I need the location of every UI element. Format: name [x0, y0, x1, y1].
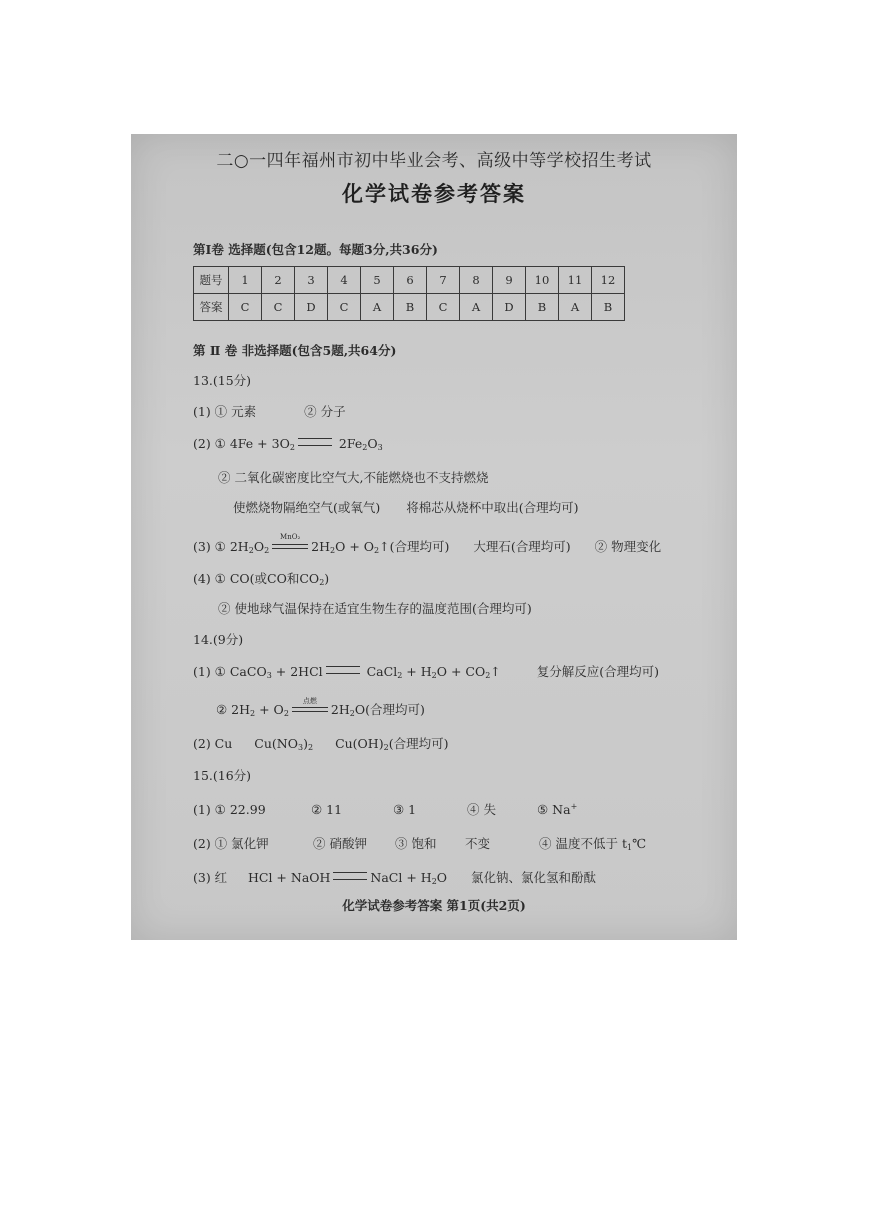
q14-part1-b: ② $2H_2 + O_2$ 点燃 $2H_2O$(合理均可) — [216, 697, 425, 718]
equation-text: (2) ① 4Fe + 3O — [193, 436, 290, 451]
table-cell: 10 — [526, 267, 559, 294]
answer-text: (2) Cu — [193, 736, 233, 751]
q13-part4-a: (4) ① CO(或CO和$CO_2$) — [193, 571, 330, 587]
table-cell: C — [229, 294, 262, 321]
equation-text: + 2HCl — [271, 664, 323, 679]
answer-text: Cu(OH) — [335, 736, 384, 751]
answer-text: ) — [324, 571, 330, 586]
table-cell: B — [592, 294, 625, 321]
q13-part2-c — [233, 498, 579, 516]
reaction-condition — [292, 697, 328, 712]
table-cell: 2 — [262, 267, 295, 294]
table-cell: D — [295, 294, 328, 321]
page-footer: 化学试卷参考答案 第1页(共2页) — [342, 898, 526, 913]
equals-sign — [333, 872, 367, 880]
equation-text: ↑ — [490, 664, 501, 679]
equation-text: O(合理均可) — [354, 702, 425, 717]
table-cell: A — [559, 294, 592, 321]
equals-sign — [326, 666, 360, 674]
answer-text: (1) ① 22.99 — [193, 802, 266, 817]
exam-title: 二○一四年福州市初中毕业会考、高级中等学校招生考试 — [216, 151, 652, 171]
q13-part2-b: ② 二氧化碳密度比空气大,不能燃烧也不支持燃烧 — [218, 470, 489, 485]
q13-heading: 13.(15分) — [193, 373, 252, 388]
answer-text: (4) ① CO(或CO和CO — [193, 571, 320, 586]
table-cell: 4 — [328, 267, 361, 294]
answer-table — [193, 266, 625, 321]
table-cell: 1 — [229, 267, 262, 294]
q15-part2: (2) ① 氯化钾 ② 硝酸钾 ③ 饱和 不变 ④ 温度不低于 $t_1℃$ — [193, 836, 647, 852]
equation-text: 2H — [330, 702, 350, 717]
equation-text: + O — [255, 702, 284, 717]
table-cell: D — [493, 294, 526, 321]
table-cell: 11 — [559, 267, 592, 294]
row-label: 答案 — [194, 294, 229, 321]
table-cell: B — [394, 294, 427, 321]
equation-text: (3) ① 2H — [193, 539, 249, 554]
table-cell: 5 — [361, 267, 394, 294]
table-cell: 9 — [493, 267, 526, 294]
table-cell: 3 — [295, 267, 328, 294]
answer-text: 不变 — [465, 836, 491, 851]
equation-text: ② 2H — [216, 702, 251, 717]
equation-text: 2H — [311, 539, 331, 554]
q15-part3: (3) 红 HCl + NaOH NaCl + $H_2O$ 氯化钠、氯化氢和酚酞 — [193, 870, 597, 886]
table-cell: 8 — [460, 267, 493, 294]
document-title: 化学试卷参考答案 — [342, 181, 526, 206]
answer-text: ② 物理变化 — [594, 539, 662, 554]
equation-text: HCl + NaOH — [248, 870, 331, 885]
q14-part2: (2) Cu $Cu(NO_3)_2$ $Cu(OH)_2$(合理均可) — [193, 736, 449, 752]
q14-heading: 14.(9分) — [193, 632, 244, 647]
answer-text: (合理均可) — [388, 736, 449, 751]
answer-text: ③ 饱和 — [395, 836, 437, 851]
catalyst-label: MnO₂ — [280, 533, 301, 541]
table-cell: C — [427, 294, 460, 321]
equals-sign — [298, 438, 332, 446]
equation-text: + H — [402, 664, 432, 679]
table-cell: A — [361, 294, 394, 321]
q15-part1 — [193, 800, 577, 818]
answer-text: ④ 失 — [467, 802, 496, 817]
table-cell: 7 — [427, 267, 460, 294]
answer-text: ℃ — [632, 836, 647, 851]
answer-text: 使燃烧物隔绝空气(或氧气) — [233, 500, 381, 515]
q13-1-b: ② 分子 — [304, 404, 346, 419]
table-cell: C — [328, 294, 361, 321]
answer-text: (2) ① 氯化钾 — [193, 836, 269, 851]
q13-part2-equation: (2) ① $4Fe + 3O_2$ $2Fe_2O_3$ — [193, 436, 383, 452]
answer-text: ② 11 — [311, 802, 343, 817]
equation-text: ↑(合理均可) — [379, 539, 450, 554]
answer-text: Cu(NO — [254, 736, 298, 751]
q15-heading: 15.(16分) — [193, 768, 252, 783]
table-cell: 12 — [592, 267, 625, 294]
part1-heading: 第Ⅰ卷 选择题(包含12题。每题3分,共36分) — [193, 242, 438, 257]
condition-label: 点燃 — [302, 697, 317, 705]
answer-text: ② 硝酸钾 — [313, 836, 367, 851]
answer-text: 将棉芯从烧杯中取出(合理均可) — [406, 500, 579, 515]
answer-text: (3) 红 — [193, 870, 228, 885]
table-cell: A — [460, 294, 493, 321]
answer-text: 复分解反应(合理均可) — [536, 664, 660, 679]
equation-text: O + CO — [436, 664, 486, 679]
row-label: 题号 — [194, 267, 229, 294]
equation-text: O — [436, 870, 448, 885]
answer-text: 大理石(合理均可) — [473, 539, 571, 554]
table-cell: C — [262, 294, 295, 321]
q13-1-a: (1) ① 元素 — [193, 404, 257, 419]
answer-text: ③ 1 — [393, 802, 417, 817]
scanned-answer-sheet — [131, 134, 737, 940]
q13-part3: (3) ① $2H_2O_2$ MnO₂ $2H_2O$ + $O_2↑$(合理均可) 大理石(合理均可) ② 物理变化 — [193, 533, 662, 555]
reaction-condition — [272, 533, 308, 549]
equation-text: CaCl — [362, 664, 398, 679]
table-row-numbers — [194, 267, 625, 294]
equation-text: O + O — [335, 539, 375, 554]
answer-text: ⑤ Na — [537, 802, 571, 817]
equation-text: NaCl + H — [370, 870, 432, 885]
answer-text: ④ 温度不低于 t — [539, 836, 627, 851]
table-row-answers — [194, 294, 625, 321]
part2-heading: 第 Ⅱ 卷 非选择题(包含5题,共64分) — [193, 343, 397, 358]
q13-part1 — [193, 402, 346, 420]
answer-text: 氯化钠、氯化氢和酚酞 — [471, 870, 597, 885]
equation-text: 2Fe — [334, 436, 363, 451]
table-cell: B — [526, 294, 559, 321]
charge-superscript: + — [570, 801, 578, 811]
q14-part1: (1) ① CaCO$_3$ + 2HCl CaCl$_2$ + $H_2O$ + $CO_2↑$ 复分解反应(合理均可) — [193, 664, 660, 680]
q13-part4-b: ② 使地球气温保持在适宜生物生存的温度范围(合理均可) — [218, 601, 532, 616]
equation-text: (1) ① CaCO — [193, 664, 267, 679]
answer-text: ) — [303, 736, 308, 751]
table-cell: 6 — [394, 267, 427, 294]
